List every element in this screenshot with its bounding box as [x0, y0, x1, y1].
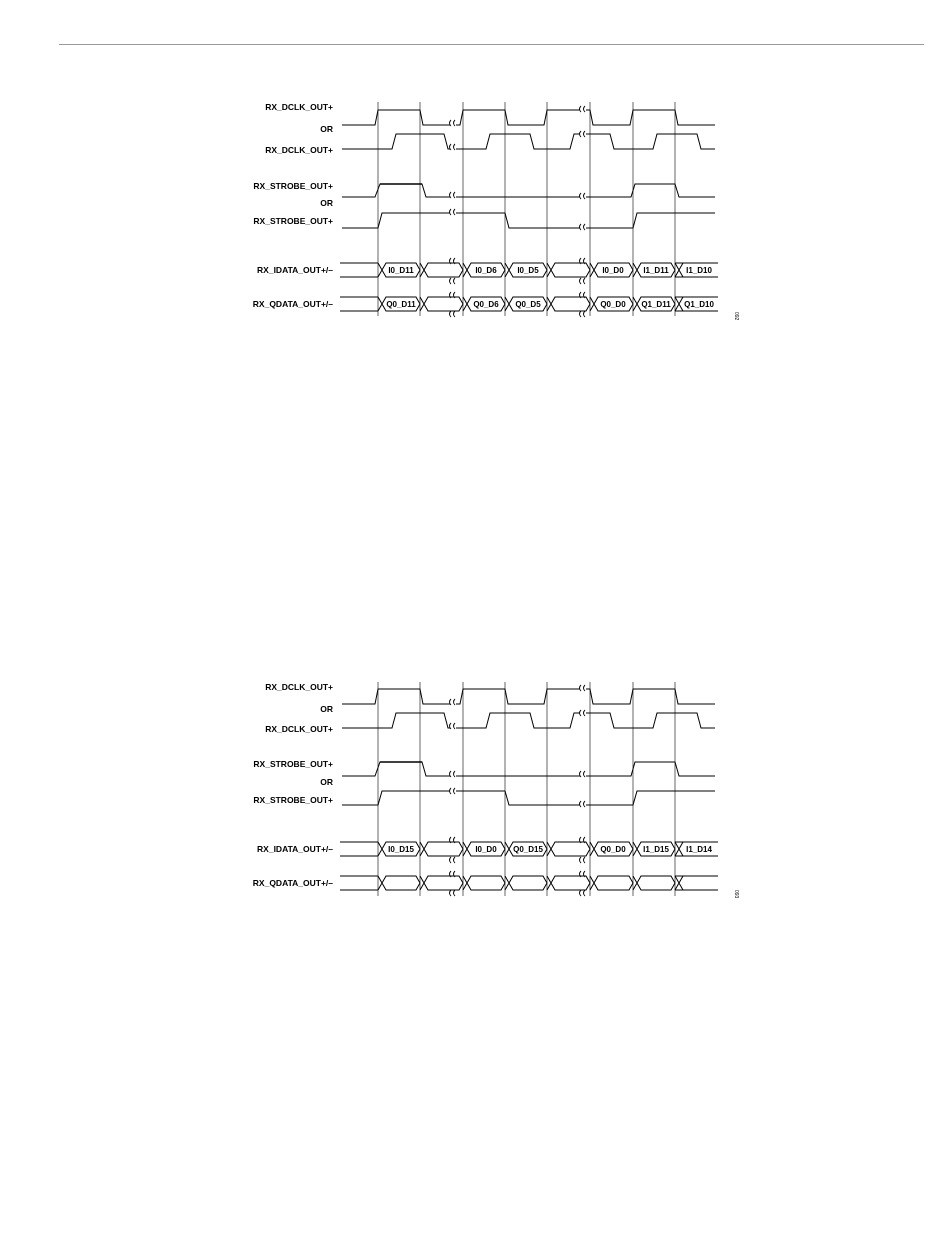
figure-id-2: 093: [733, 890, 739, 899]
edge-guides: [378, 682, 675, 896]
label-dclk-a: RX_DCLK_OUT+: [265, 682, 333, 692]
idata-cell-7: I1_D14: [686, 845, 712, 854]
timing-diagram-1: [0, 90, 950, 330]
idata-cell-5: Q0_D0: [600, 845, 626, 854]
waveform-dclk-b: [342, 134, 715, 149]
label-or-2: OR: [320, 198, 333, 208]
label-idata: RX_IDATA_OUT+/–: [257, 265, 333, 275]
label-qdata: RX_QDATA_OUT+/–: [252, 299, 333, 309]
label-strobe-a: RX_STROBE_OUT+: [253, 759, 333, 769]
label-dclk-b: RX_DCLK_OUT+: [265, 724, 333, 734]
label-strobe-a: RX_STROBE_OUT+: [253, 181, 333, 191]
timing-diagram-2-svg: [0, 670, 950, 910]
waveform-dclk-b: [342, 713, 715, 728]
label-dclk-b: RX_DCLK_OUT+: [265, 145, 333, 155]
idata-cell-6: I1_D15: [643, 845, 669, 854]
label-or-1: OR: [320, 124, 333, 134]
idata-cell-0: I0_D15: [388, 845, 414, 854]
waveform-strobe-a: [342, 184, 715, 197]
idata-cell-6: I1_D11: [643, 266, 669, 275]
header-rule: [59, 44, 924, 45]
qdata-cell-2: Q0_D6: [473, 300, 499, 309]
idata-cell-2: I0_D0: [475, 845, 497, 854]
qdata-cell-5: Q0_D0: [600, 300, 626, 309]
label-qdata: RX_QDATA_OUT+/–: [252, 878, 333, 888]
waveform-strobe-a: [342, 762, 715, 776]
idata-cell-3: I0_D5: [517, 266, 539, 275]
timing-diagram-2: [0, 670, 950, 910]
label-dclk-a: RX_DCLK_OUT+: [265, 102, 333, 112]
waveform-strobe-b: [342, 791, 715, 805]
waveform-dclk-a: [342, 689, 715, 704]
label-strobe-b: RX_STROBE_OUT+: [253, 795, 333, 805]
label-idata: RX_IDATA_OUT+/–: [257, 844, 333, 854]
qdata-cell-7: Q1_D10: [684, 300, 714, 309]
idata-cell-7: I1_D10: [686, 266, 712, 275]
waveform-strobe-b: [342, 213, 715, 228]
figure-id-1: 092: [733, 312, 739, 321]
break-marks: [450, 106, 586, 317]
qdata-cell-0: Q0_D11: [386, 300, 416, 309]
qdata-cell-6: Q1_D11: [641, 300, 671, 309]
label-or-1: OR: [320, 704, 333, 714]
label-strobe-b: RX_STROBE_OUT+: [253, 216, 333, 226]
idata-cell-5: I0_D0: [602, 266, 624, 275]
bus-qdata: [340, 876, 718, 890]
idata-cell-3: Q0_D15: [513, 845, 543, 854]
qdata-cell-3: Q0_D5: [515, 300, 541, 309]
idata-cell-2: I0_D6: [475, 266, 497, 275]
idata-cell-0: I0_D11: [388, 266, 414, 275]
waveform-dclk-a: [342, 110, 715, 125]
timing-diagram-1-svg: [0, 90, 950, 330]
label-or-2: OR: [320, 777, 333, 787]
